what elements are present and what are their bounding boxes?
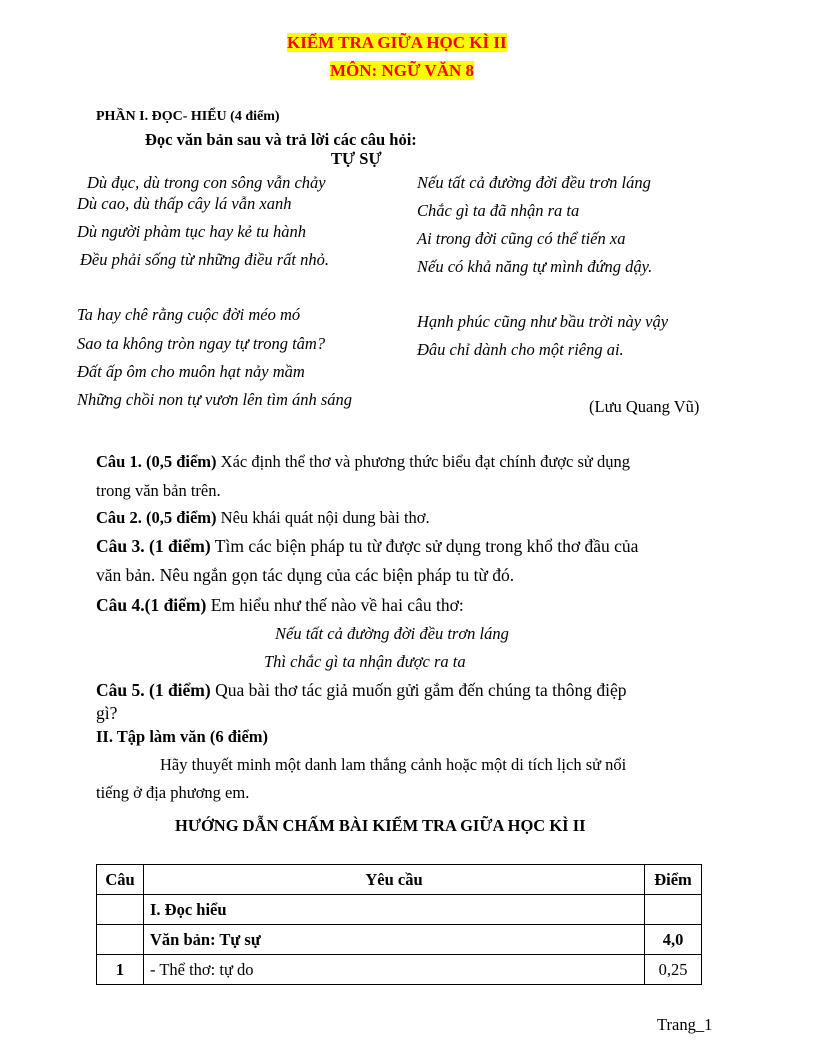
question-4-quote: Thì chắc gì ta nhận được ra ta	[264, 652, 466, 671]
part2-heading: II. Tập làm văn (6 điểm)	[96, 727, 269, 746]
poem-title: TỰ SỰ	[331, 149, 382, 168]
poem-line: Nếu tất cả đường đời đều trơn láng	[417, 173, 651, 192]
table-cell	[97, 895, 144, 925]
poem-line: Ai trong đời cũng có thể tiến xa	[417, 229, 626, 248]
table-cell: - Thể thơ: tự do	[144, 955, 645, 985]
table-row	[97, 955, 702, 985]
poem-line: Hạnh phúc cũng như bầu trời này vậy	[417, 312, 669, 331]
exam-subject: MÔN: NGỮ VĂN 8	[330, 61, 475, 80]
question-1-cont: trong văn bản trên.	[96, 481, 221, 500]
table-row	[97, 925, 702, 955]
table-header-row	[97, 865, 702, 895]
poem-line: Những chồi non tự vươn lên tìm ánh sáng	[77, 390, 353, 409]
question-5-cont: gì?	[96, 703, 118, 723]
poem-line: Dù đục, dù trong con sông vẫn chảy	[87, 173, 326, 192]
poem-line: Đất ấp ôm cho muôn hạt nảy mầm	[77, 362, 305, 381]
guide-title: HƯỚNG DẪN CHẤM BÀI KIỂM TRA GIỮA HỌC KÌ II	[175, 816, 586, 835]
page-number: Trang_1	[657, 1015, 713, 1034]
table-cell	[97, 925, 144, 955]
header-cau: Câu	[97, 865, 144, 895]
question-1: Câu 1. (0,5 điểm) Xác định thể thơ và phương thức biểu đạt chính được sử dụng	[96, 452, 630, 471]
question-5: Câu 5. (1 điểm) Qua bài thơ tác giả muốn gửi gắm đến chúng ta thông điệp	[96, 680, 627, 700]
question-2: Câu 2. (0,5 điểm) Nêu khái quát nội dung bài thơ.	[96, 508, 430, 527]
table-cell	[645, 895, 702, 925]
header-diem: Điểm	[645, 865, 702, 895]
poem-line: Dù cao, dù thấp cây lá vẫn xanh	[77, 194, 292, 213]
question-4: Câu 4.(1 điểm) Em hiểu như thế nào về hai câu thơ:	[96, 595, 464, 615]
table-cell: Văn bản: Tự sự	[144, 925, 645, 955]
part2-text: Hãy thuyết minh một danh lam thắng cảnh hoặc một di tích lịch sử nổi	[160, 755, 627, 774]
table-cell: I. Đọc hiểu	[144, 895, 645, 925]
poem-line: Nếu có khả năng tự mình đứng dậy.	[417, 257, 653, 276]
poem-line: Đều phải sống từ những điều rất nhỏ.	[80, 250, 329, 269]
header-yeu-cau: Yêu cầu	[144, 865, 645, 895]
part1-heading: PHẦN I. ĐỌC- HIỂU (4 điểm)	[96, 109, 280, 124]
table-row	[97, 895, 702, 925]
table-cell: 4,0	[645, 925, 702, 955]
table-cell: 1	[97, 955, 144, 985]
grading-table	[96, 864, 702, 985]
question-4-quote: Nếu tất cả đường đời đều trơn láng	[275, 624, 509, 643]
poem-line: Chắc gì ta đã nhận ra ta	[417, 201, 580, 220]
poem-line: Ta hay chê rằng cuộc đời méo mó	[77, 305, 301, 324]
part1-instruction: Đọc văn bản sau và trả lời các câu hỏi:	[145, 130, 417, 149]
question-3: Câu 3. (1 điểm) Tìm các biện pháp tu từ được sử dụng trong khổ thơ đầu của	[96, 536, 639, 556]
poem-author: (Lưu Quang Vũ)	[589, 397, 700, 416]
poem-line: Đâu chỉ dành cho một riêng ai.	[417, 340, 624, 359]
poem-line: Sao ta không tròn ngay tự trong tâm?	[77, 334, 326, 353]
part2-text-cont: tiếng ở địa phương em.	[96, 783, 250, 802]
exam-title: KIỂM TRA GIỮA HỌC KÌ II	[287, 33, 507, 52]
question-3-cont: văn bản. Nêu ngắn gọn tác dụng của các biện pháp tu từ đó.	[96, 565, 515, 585]
poem-line: Dù người phàm tục hay kẻ tu hành	[77, 222, 307, 241]
table-cell: 0,25	[645, 955, 702, 985]
